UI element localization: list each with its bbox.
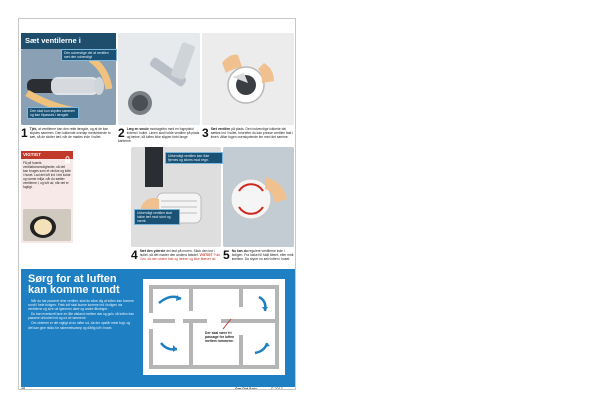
caption-step-4 <box>131 249 221 261</box>
caption-text: montagelim med en fugepistol inderst i hullet. Limen skal holde ventilen på plads og tætne, så luften ikke slipper forbi lange kanterne. <box>118 127 200 144</box>
info-paragraph: Når du har placeret dine ventiler, skal du sikre dig at luften kan komme rundt i hele boligen. Frisk luft skal kunne komme ind i boligen via ventilerne og sive ud igennem døre og andre åbninger. <box>28 299 134 312</box>
info-box-text <box>28 299 134 331</box>
valve-illustration <box>202 33 294 125</box>
callout-slide-together: Den skal kun skydes sammen og kan tilpasses i længde. <box>27 107 79 119</box>
caption-step-5 <box>223 249 294 261</box>
issue-label: © 2013 <box>271 387 283 390</box>
floor-plan-svg <box>143 279 285 375</box>
floor-plan-diagram <box>143 279 285 375</box>
photo-glue-in-hole <box>118 33 200 125</box>
plan-note: Der skal være fri passage for luften mellem rummene. <box>205 331 235 344</box>
glue-gun-illustration <box>118 33 200 125</box>
callout-outer-part: Den udvendige del af ventilen sæt den udvendigt <box>61 49 117 61</box>
page-number: 48 <box>21 387 25 390</box>
caption-step-2 <box>118 127 200 143</box>
caption-important-text: Fuld i lim, så den sidder fast og tætner og ikke blæser ud. <box>139 253 220 262</box>
warning-text: Få på husets ventilationsmuligheder, så det kan bruges som et vindue og lufte i huset. Lad det luft ind i det kolde og varme miljø, når du sætter ventilerne i, og luft ud, når det er fugtigt. <box>23 161 71 189</box>
info-box-title: Sørg for at luften kan komme rundt <box>28 273 120 296</box>
photo-pipe-end <box>23 209 71 241</box>
airflow-info-box <box>21 269 295 387</box>
caption-step-1 <box>21 127 116 139</box>
caption-text: del fast på muren. Skub den ind i hullet, så det møder den andens fatsdel. <box>139 249 215 258</box>
caption-step-3 <box>202 127 294 139</box>
caption-text: regulere ventilerne inde i boligen. Fra lukket til fuldt åbent, eller midt imellem. Du styrer nu selv luften i huset. <box>231 249 294 262</box>
adjust-valve-illustration <box>223 147 294 247</box>
callout-outer-cover-top: Udvendigt ventilen kan ikke fjernes og sikres mod regn. <box>165 152 223 164</box>
step-number: 4 <box>131 248 138 262</box>
caption-text: på plads. Den indvendige lukkede del sættes ind i hullet, hvorefter du kan presse ventilen fast i limen. Aftør fugen overskydende lim med det samme. <box>210 127 293 140</box>
step-number: 3 <box>202 126 209 140</box>
caption-text: at ventilerne kan den rette længde, og at de kan skydes sammen. Den lukkende overlap medvirkende to sæt, så de slutter tæt, når de mødes inde i hullet. <box>29 127 111 140</box>
info-paragraph: Om vinteren er det vigtigt at du lufter ud, da der opstår mest fugt, og det kan give risiko for skimmelsvamp og dårlig luft i huset. <box>28 321 131 330</box>
step-number: 1 <box>21 126 28 140</box>
caption-lead: Læg en smule <box>126 127 149 131</box>
caption-lead: Sæt ventilen <box>210 127 231 131</box>
warning-lock-icon <box>64 151 71 159</box>
section-title: Sæt ventilerne i <box>21 33 116 49</box>
magazine-page <box>18 18 296 390</box>
callout-outer-cover-bottom: Udvendigt ventilen skal lukke tæt mod stort og varmt. <box>134 209 180 225</box>
magazine-brand: Gør Det Selv <box>235 387 257 390</box>
warning-box <box>21 151 73 243</box>
caption-lead: Sæt den yderste <box>139 249 166 253</box>
caption-lead: Tjek, <box>29 127 38 131</box>
photo-place-valve <box>202 33 294 125</box>
warning-title: VIGTIGT <box>21 151 73 159</box>
step-number: 2 <box>118 126 125 140</box>
info-paragraph: Du kan eventuelt lave en lille afstand mellem dør og gulv, så luften kan passere uhindret ind og ud af rummene. <box>28 312 134 321</box>
caption-important-label: VIGTIGT <box>199 253 213 258</box>
photo-adjust-valve <box>223 147 294 247</box>
caption-lead: Nu kan du <box>231 249 248 253</box>
step-number: 5 <box>223 248 230 262</box>
